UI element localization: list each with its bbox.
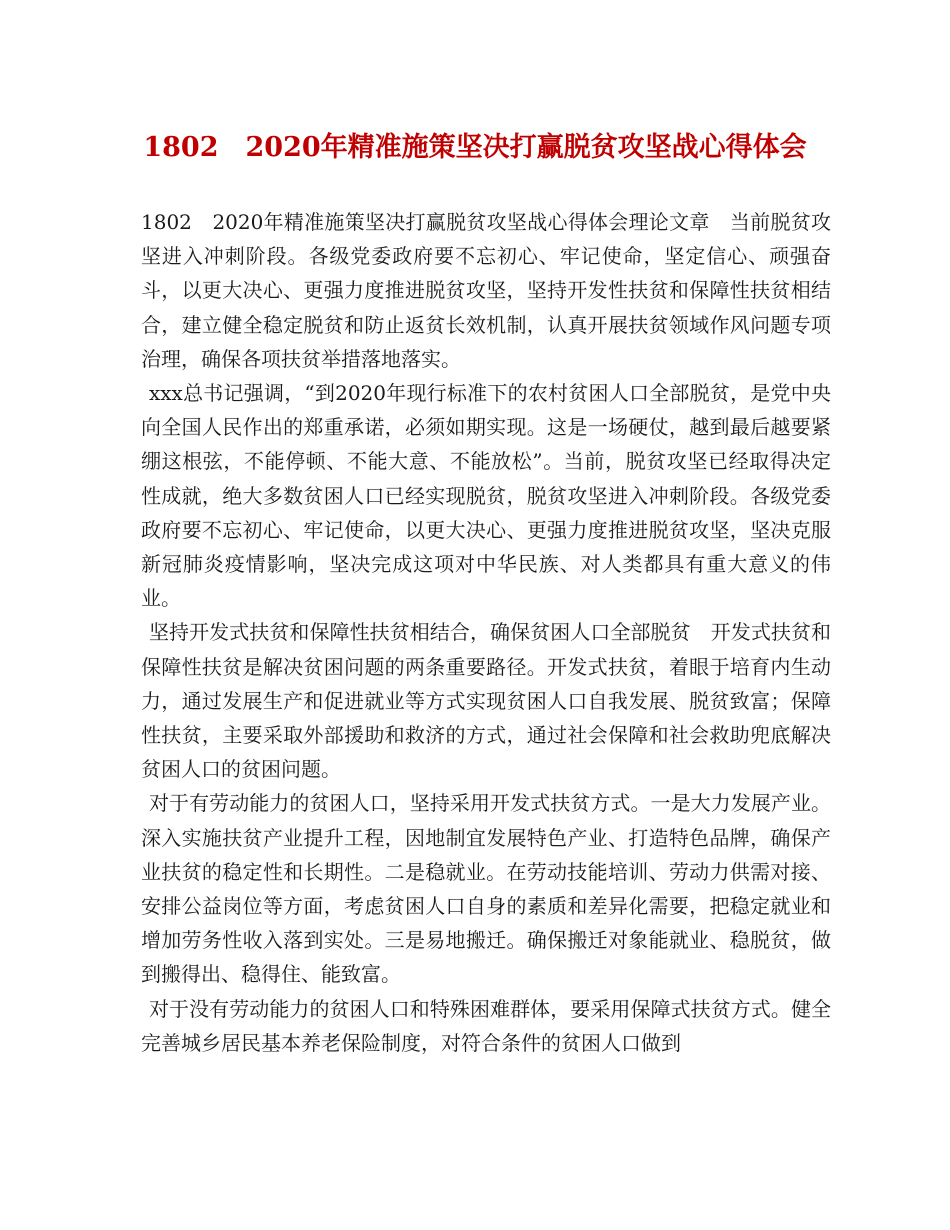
paragraph-labor-capable: 对于有劳动能力的贫困人口，坚持采用开发式扶贫方式。一是大力发展产业。深入实施扶贫产业提升工程，因地制宜发展特色产业、打造特色品牌，确保产业扶贫的稳定性和长期性。二是稳就业。在劳动技能培训、劳动力供需对接、安排公益岗位等方面，考虑贫困人口自身的素质和差异化需要，把稳定就业和增加劳务性收入落到实处。三是易地搬迁。确保搬迁对象能就业、稳脱贫，做到搬得出、稳得住、能致富。 bbox=[141, 791, 831, 987]
paragraph-no-labor: 对于没有劳动能力的贫困人口和特殊困难群体，要采用保障式扶贫方式。健全完善城乡居民基本养老保险制度，对符合条件的贫困人口做到 bbox=[141, 996, 831, 1055]
document-title: 1802 2020年精准施策坚决打赢脱贫攻坚战心得体会 bbox=[143, 132, 807, 163]
document-body bbox=[141, 205, 831, 1060]
paragraph-quote: xxx总书记强调，“到2020年现行标准下的农村贫困人口全部脱贫，是党中央向全国人民作出的郑重承诺，必须如期实现。这是一场硬仗，越到最后越要紧绷这根弦，不能停顿、不能大意、不能放松”。当前，脱贫攻坚已经取得决定性成就，绝大多数贫困人口已经实现脱贫，脱贫攻坚进入冲刺阶段。各级党委政府要不忘初心、牢记使命，以更大决心、更强力度推进脱贫攻坚，坚决克服新冠肺炎疫情影响，坚决完成这项对中华民族、对人类都具有重大意义的伟业。 bbox=[141, 381, 831, 611]
paragraph-intro: 1802 2020年精准施策坚决打赢脱贫攻坚战心得体会理论文章 当前脱贫攻坚进入冲刺阶段。各级党委政府要不忘初心、牢记使命，坚定信心、顽强奋斗，以更大决心、更强力度推进脱贫攻坚，坚持开发性扶贫和保障性扶贫相结合，建立健全稳定脱贫和防止返贫长效机制，认真开展扶贫领域作风问题专项治理，确保各项扶贫举措落地落实。 bbox=[141, 210, 831, 371]
paragraph-development: 坚持开发式扶贫和保障性扶贫相结合，确保贫困人口全部脱贫 开发式扶贫和保障性扶贫是解决贫困问题的两条重要路径。开发式扶贫，着眼于培育内生动力，通过发展生产和促进就业等方式实现贫困人口自我发展、脱贫致富；保障性扶贫，主要采取外部援助和救济的方式，通过社会保障和社会救助兜底解决贫困人口的贫困问题。 bbox=[141, 620, 831, 782]
